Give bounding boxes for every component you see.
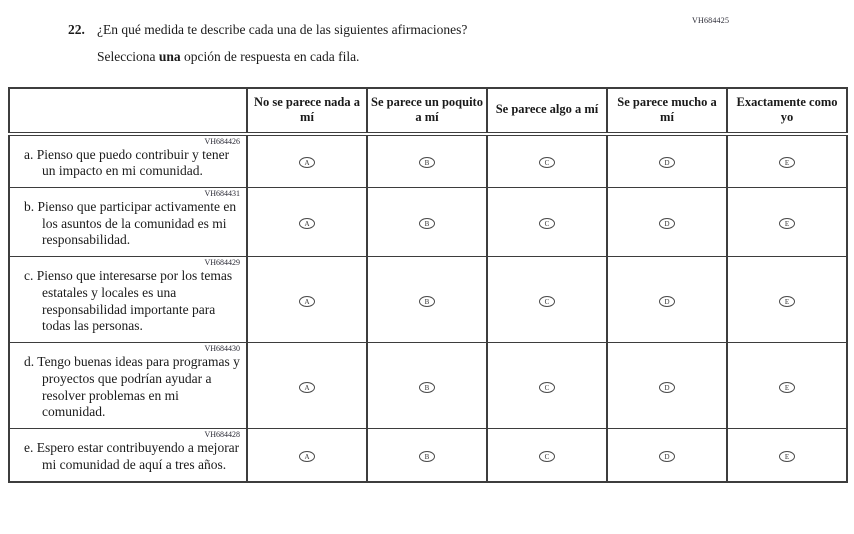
option-cell-a[interactable]	[247, 343, 367, 429]
option-cell-c[interactable]	[487, 429, 607, 482]
statement-row	[9, 257, 847, 343]
instruction-emphasis: una	[158, 49, 181, 64]
option-cell-d[interactable]	[607, 343, 727, 429]
answer-bubble-a[interactable]: A	[299, 296, 315, 307]
option-cell-c[interactable]	[487, 187, 607, 256]
statement-letter: d.	[24, 354, 35, 370]
option-cell-d[interactable]	[607, 134, 727, 188]
answer-bubble-e[interactable]: E	[779, 382, 795, 393]
answer-bubble-c[interactable]: C	[539, 451, 555, 462]
statement-row	[9, 134, 847, 188]
statement-cell	[9, 187, 247, 256]
item-code: VH684426	[204, 136, 240, 146]
answer-bubble-b[interactable]: B	[419, 157, 435, 168]
option-cell-c[interactable]	[487, 134, 607, 188]
statement-text	[18, 147, 242, 180]
statement-column-header	[9, 88, 247, 134]
statement-cell	[9, 343, 247, 429]
answer-bubble-c[interactable]: C	[539, 296, 555, 307]
option-cell-b[interactable]	[367, 187, 487, 256]
option-cell-e[interactable]	[727, 187, 847, 256]
answer-bubble-d[interactable]: D	[659, 218, 675, 229]
answer-bubble-c[interactable]: C	[539, 218, 555, 229]
option-cell-b[interactable]	[367, 429, 487, 482]
option-cell-a[interactable]	[247, 187, 367, 256]
answer-bubble-a[interactable]: A	[299, 451, 315, 462]
option-cell-b[interactable]	[367, 257, 487, 343]
statement-row	[9, 343, 847, 429]
statement-cell	[9, 429, 247, 482]
response-matrix-table	[8, 87, 848, 483]
option-cell-c[interactable]	[487, 257, 607, 343]
statement-letter: a.	[24, 146, 34, 162]
statement-body: Pienso que interesarse por los temas estatales y locales es una responsabilidad importante para todas las personas.	[36, 268, 233, 334]
option-cell-e[interactable]	[727, 429, 847, 482]
question-number: 22.	[68, 22, 85, 37]
item-code: VH684428	[204, 430, 240, 440]
answer-bubble-d[interactable]: D	[659, 157, 675, 168]
statement-row	[9, 187, 847, 256]
answer-bubble-a[interactable]: A	[299, 157, 315, 168]
item-code: VH684430	[204, 344, 240, 354]
statement-cell	[9, 257, 247, 343]
answer-bubble-c[interactable]: C	[539, 157, 555, 168]
statement-text	[18, 268, 242, 335]
statement-letter: c.	[24, 268, 34, 284]
answer-bubble-b[interactable]: B	[419, 218, 435, 229]
answer-bubble-e[interactable]: E	[779, 218, 795, 229]
option-cell-a[interactable]	[247, 134, 367, 188]
statement-letter: b.	[24, 198, 35, 214]
statement-cell	[9, 134, 247, 188]
item-code: VH684431	[204, 188, 240, 198]
statement-body: Tengo buenas ideas para programas y proyectos que podrían ayudar a resolver problemas en mi comunidad.	[37, 354, 240, 420]
answer-bubble-b[interactable]: B	[419, 451, 435, 462]
answer-bubble-a[interactable]: A	[299, 382, 315, 393]
column-header-2: Se parece un poquito a mí	[367, 88, 487, 134]
option-cell-d[interactable]	[607, 429, 727, 482]
option-cell-e[interactable]	[727, 134, 847, 188]
instruction-suffix: opción de respuesta en cada fila.	[180, 49, 360, 64]
statement-text	[18, 440, 242, 473]
statement-letter: e.	[24, 440, 34, 456]
option-cell-d[interactable]	[607, 187, 727, 256]
option-cell-e[interactable]	[727, 257, 847, 343]
answer-bubble-b[interactable]: B	[419, 296, 435, 307]
form-code: VH684425	[692, 16, 730, 25]
statement-body: Espero estar contribuyendo a mejorar mi comunidad de aquí a tres años.	[36, 440, 240, 472]
answer-bubble-b[interactable]: B	[419, 382, 435, 393]
question-instruction	[97, 49, 688, 65]
header-row	[9, 88, 847, 134]
statement-body: Pienso que participar activamente en los asuntos de la comunidad es mi responsabilidad.	[37, 198, 237, 248]
column-header-3: Se parece algo a mí	[487, 88, 607, 134]
answer-bubble-e[interactable]: E	[779, 296, 795, 307]
item-code: VH684429	[204, 258, 240, 268]
answer-bubble-d[interactable]: D	[659, 382, 675, 393]
instruction-prefix: Selecciona	[97, 49, 159, 64]
answer-bubble-e[interactable]: E	[779, 157, 795, 168]
answer-bubble-d[interactable]: D	[659, 451, 675, 462]
answer-bubble-d[interactable]: D	[659, 296, 675, 307]
option-cell-c[interactable]	[487, 343, 607, 429]
question-text: ¿En qué medida te describe cada una de las siguientes afirmaciones?	[97, 22, 468, 37]
matrix-body	[9, 134, 847, 482]
option-cell-b[interactable]	[367, 134, 487, 188]
answer-bubble-a[interactable]: A	[299, 218, 315, 229]
statement-row	[9, 429, 847, 482]
option-cell-a[interactable]	[247, 257, 367, 343]
statement-text	[18, 199, 242, 249]
option-cell-d[interactable]	[607, 257, 727, 343]
column-header-4: Se parece mucho a mí	[607, 88, 727, 134]
column-header-1: No se parece nada a mí	[247, 88, 367, 134]
column-header-5: Exactamente como yo	[727, 88, 847, 134]
option-cell-b[interactable]	[367, 343, 487, 429]
answer-bubble-c[interactable]: C	[539, 382, 555, 393]
option-cell-a[interactable]	[247, 429, 367, 482]
statement-text	[18, 354, 242, 421]
option-cell-e[interactable]	[727, 343, 847, 429]
answer-bubble-e[interactable]: E	[779, 451, 795, 462]
question-block	[68, 22, 688, 65]
statement-body: Pienso que puedo contribuir y tener un impacto en mi comunidad.	[36, 146, 230, 179]
